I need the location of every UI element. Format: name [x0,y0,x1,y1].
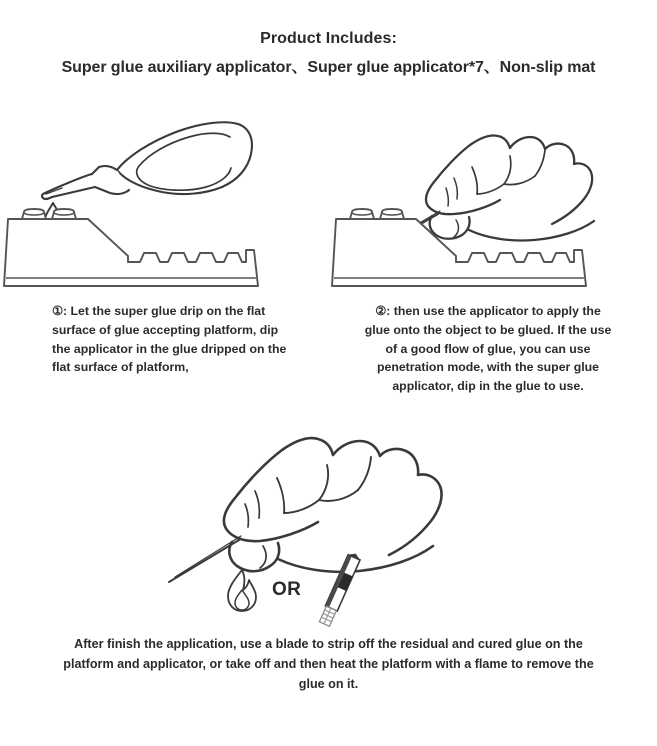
blade-icon [311,550,367,630]
step-1-caption: ①: Let the super glue drip on the flat surface of glue accepting platform, dip the applicator in the glue dripped on the flat surface of platform, [52,304,287,375]
step-2-illustration [328,104,656,294]
or-label: OR [272,578,302,600]
step-1 [0,104,328,395]
page-title: Product Includes: [260,30,397,47]
header [0,0,657,78]
bottom-illustration [0,418,657,628]
bottom-panel [0,418,657,695]
or-row [222,550,367,630]
bottom-caption: After finish the application, use a blade to strip off the residual and cured glue on the platform and applicator, or take off and then heat the platform with a flame to remove the glue on it. [63,636,594,692]
glue-bottle-platform-drawing [0,104,328,294]
step-1-illustration [0,104,328,294]
hand-drawing [426,136,594,241]
product-contents: Super glue auxiliary applicator、Super glue applicator*7、Non-slip mat [61,58,596,76]
glue-platform [4,209,258,286]
steps-row [0,104,657,395]
flame-icon [222,566,262,614]
step-2-caption: ②: then use the applicator to apply the glue onto the object to be glued. If the use of a good flow of glue, you can use penetration mode, with the super glue applicator, dip in the glue to use. [364,304,612,393]
hand-applicator-platform-drawing [328,104,656,294]
step-2 [328,104,656,395]
